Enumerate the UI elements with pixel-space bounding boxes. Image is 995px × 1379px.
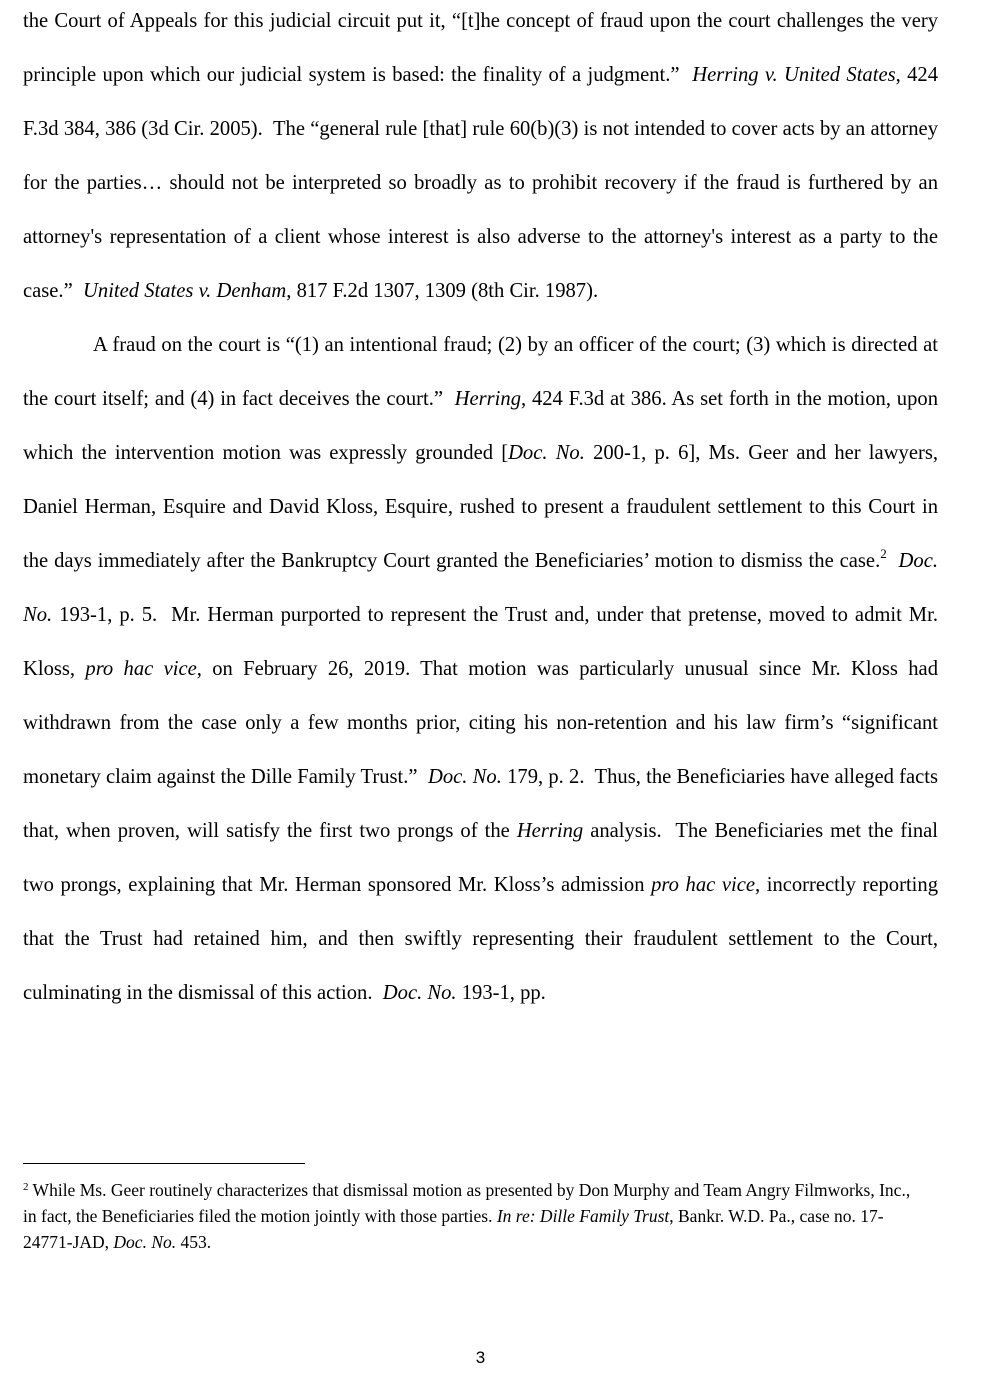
document-page	[23, 0, 939, 1367]
doc-no-reference: Doc. No.	[23, 550, 939, 626]
case-citation-herring-short: Herring	[454, 388, 521, 410]
doc-no-reference: Doc. No.	[113, 1232, 177, 1252]
doc-no-reference: Doc. No.	[382, 982, 457, 1004]
paragraph-2-text-9: , incorrectly reporting that the Trust had retained him, and then swiftly representing their fraudulent settlement to the Court, culminating in the dismissal of this action.	[23, 874, 938, 1004]
case-citation-dille: In re: Dille Family Trust	[496, 1206, 670, 1226]
page-number: 3	[475, 1348, 486, 1367]
paragraph-2-text-6: , on February 26, 2019. That motion was particularly unusual since Mr. Kloss had withdrawn from the case only a few months prior, citing his non-retention and his law firm’s “significant monetary claim against the Dille Family Trust.”	[23, 658, 938, 788]
case-citation-herring-short: Herring	[516, 820, 584, 842]
doc-no-reference: Doc. No.	[428, 766, 502, 788]
footnote-text-1: While Ms. Geer routinely characterizes that dismissal motion as presented by Don Murphy and Team Angry Filmworks, Inc., in fact, the Beneficiaries filed the motion jointly with those parties.	[23, 1180, 911, 1226]
footnote	[23, 1177, 923, 1255]
paragraph-1	[23, 0, 938, 318]
body-text	[23, 0, 938, 1020]
paragraph-2-text-8: analysis. The Beneficiaries met the final two prongs, explaining that Mr. Herman sponsored Mr. Kloss’s admission	[23, 820, 938, 896]
paragraph-1-text-1: the Court of Appeals for this judicial circuit put it, “[t]he concept of fraud upon the court challenges the very principle upon which our judicial system is based: the finality of a judgment.”	[23, 10, 938, 86]
paragraph-2-text-2: , 424 F.3d at 386. As set forth in the motion, upon which the intervention motion was expressly grounded [	[23, 388, 938, 464]
footnote-reference: 2	[880, 546, 887, 561]
doc-no-reference: Doc. No.	[508, 442, 585, 464]
paragraph-2-text-5: 193-1, p. 5. Mr. Herman purported to represent the Trust and, under that pretense, moved to admit Mr. Kloss,	[23, 604, 938, 680]
paragraph-1-text-3: , 817 F.2d 1307, 1309 (8th Cir. 1987).	[286, 280, 599, 302]
latin-phrase: pro hac vice	[651, 874, 755, 896]
paragraph-2-text-1: A fraud on the court is “(1) an intentional fraud; (2) by an officer of the court; (3) which is directed at the court itself; and (4) in fact deceives the court.”	[23, 334, 938, 410]
paragraph-2-text-4	[887, 550, 899, 572]
case-citation-denham: United States v. Denham	[83, 280, 287, 302]
case-citation-herring: Herring v. United States	[692, 64, 896, 86]
footnote-number: 2	[23, 1181, 29, 1193]
paragraph-2-text-3: 200-1, p. 6], Ms. Geer and her lawyers, Daniel Herman, Esquire and David Kloss, Esquire, rushed to present a fraudulent settlement to this Court in the days immediately after the Bankruptcy Court granted the Beneficiaries’ motion to dismiss the case.	[23, 442, 938, 572]
paragraph-2-text-7: 179, p. 2. Thus, the Beneficiaries have alleged facts that, when proven, will satisfy the first two prongs of the	[23, 766, 939, 842]
paragraph-1-text-2: , 424 F.3d 384, 386 (3d Cir. 2005). The “general rule [that] rule 60(b)(3) is not intended to cover acts by an attorney for the parties… should not be interpreted so broadly as to prohibit recovery if the fraud is furthered by an attorney's representation of a client whose interest is also adverse to the attorney's interest as a party to the case.”	[23, 64, 938, 302]
footnote-text-2: , Bankr. W.D. Pa., case no. 17-24771-JAD,	[23, 1206, 884, 1252]
footnote-separator	[23, 1163, 305, 1164]
footnote-text-3: 453.	[176, 1232, 212, 1252]
paragraph-2	[23, 318, 938, 1020]
latin-phrase: pro hac vice	[85, 658, 197, 680]
paragraph-2-text-10: 193-1, pp.	[456, 982, 546, 1004]
